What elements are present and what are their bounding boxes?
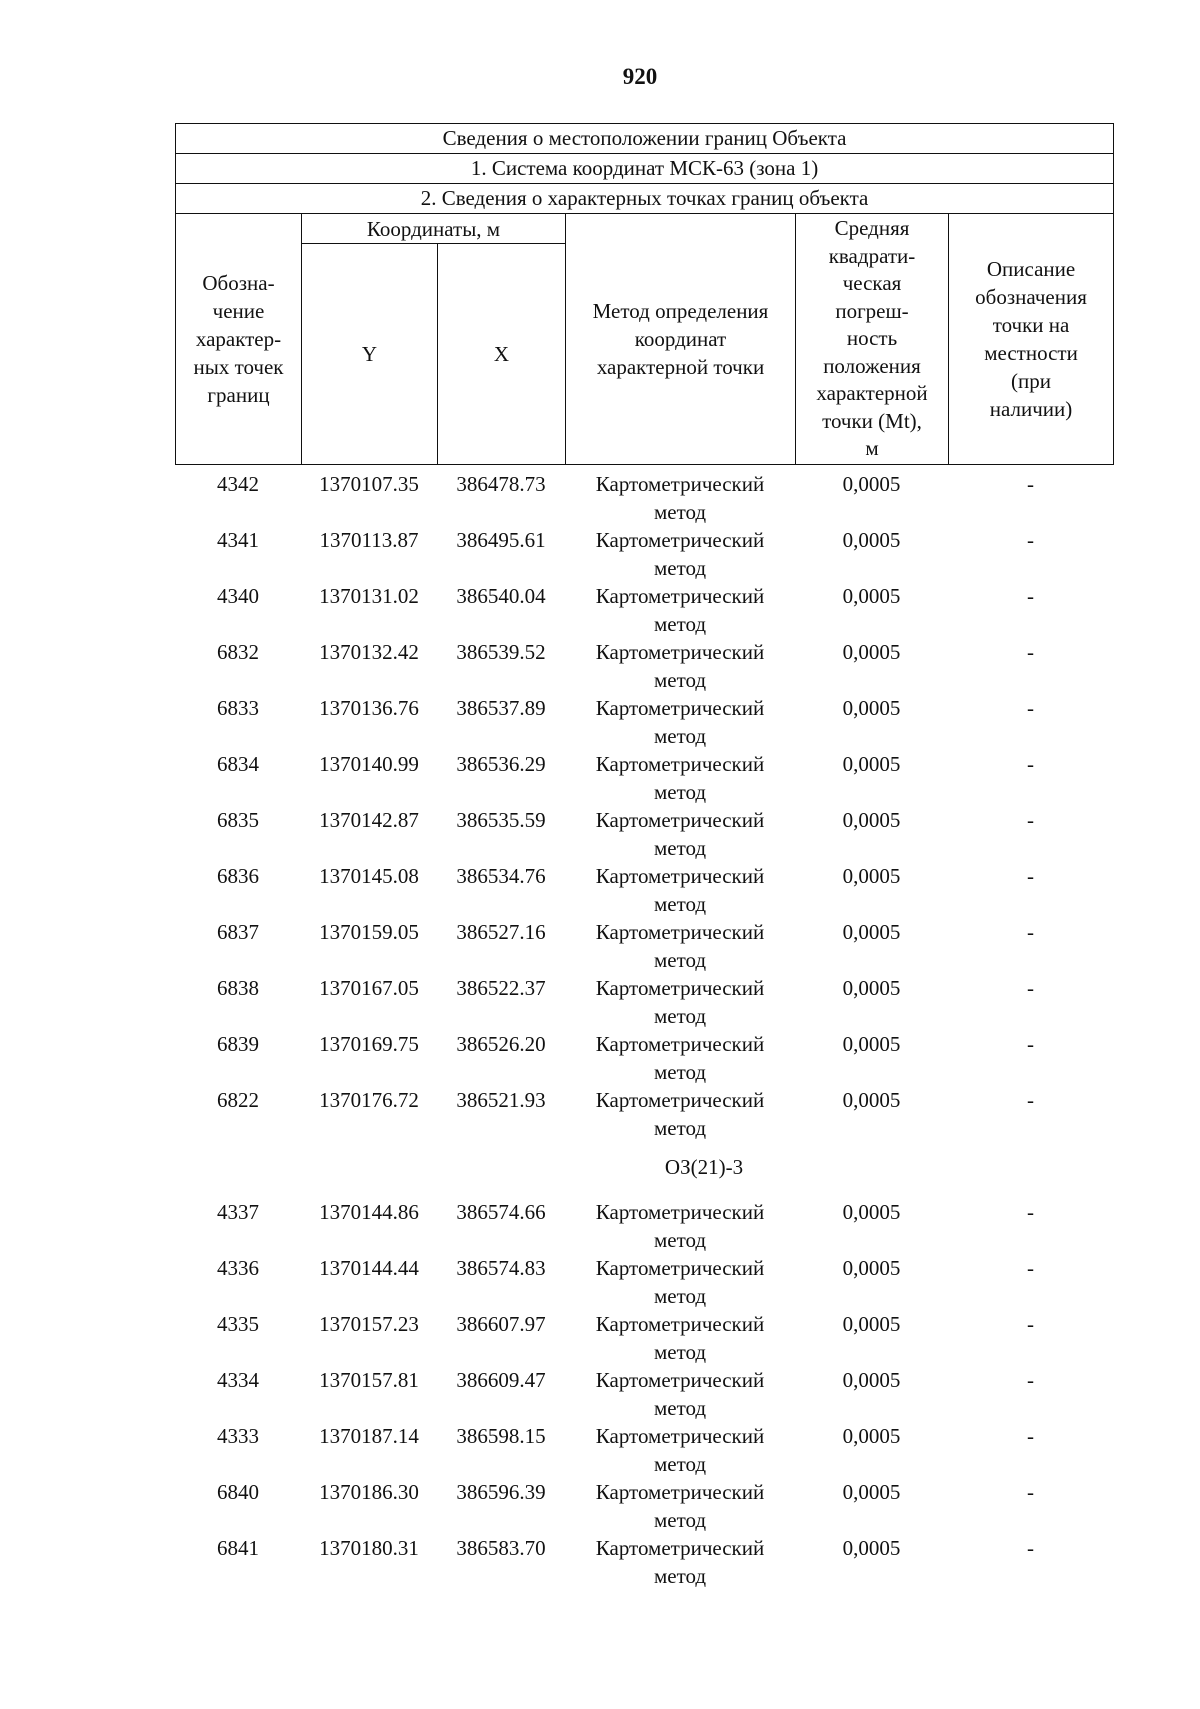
table-title: Сведения о местоположении границ Объекта (176, 124, 1114, 154)
method: Картометрический метод (595, 696, 765, 748)
method: Картометрический метод (595, 1424, 765, 1476)
mean-error: 0,0005 (842, 1256, 901, 1280)
point-group-1 (175, 470, 1113, 1142)
table-row (175, 974, 1113, 1030)
coord-y: 1370132.42 (319, 640, 419, 664)
section-label: ОЗ(21)-3 (664, 1155, 744, 1179)
table-row (175, 1422, 1113, 1478)
method: Картометрический метод (595, 1368, 765, 1420)
point-id: 6834 (217, 752, 259, 776)
description: - (1027, 528, 1034, 552)
mean-error: 0,0005 (842, 1200, 901, 1224)
table-row (175, 694, 1113, 750)
table-row (175, 918, 1113, 974)
mean-error: 0,0005 (842, 696, 901, 720)
table-row (175, 1254, 1113, 1310)
coord-y: 1370157.23 (319, 1312, 419, 1336)
col-error-header: Средняя квадрати- ческая погреш- ность положения характерной точки (Mt), м (796, 214, 949, 465)
coord-x: 386574.83 (456, 1256, 546, 1280)
coord-x: 386535.59 (456, 808, 546, 832)
coord-y: 1370140.99 (319, 752, 419, 776)
coord-y: 1370144.86 (319, 1200, 419, 1224)
mean-error: 0,0005 (842, 1536, 901, 1560)
page-number: 920 (622, 64, 658, 89)
mean-error: 0,0005 (842, 472, 901, 496)
point-id: 6840 (217, 1480, 259, 1504)
coord-x: 386598.15 (456, 1424, 546, 1448)
description: - (1027, 1480, 1034, 1504)
coord-x: 386607.97 (456, 1312, 546, 1336)
coord-y: 1370157.81 (319, 1368, 419, 1392)
description: - (1027, 1312, 1034, 1336)
point-id: 6832 (217, 640, 259, 664)
description: - (1027, 584, 1034, 608)
description: - (1027, 1368, 1034, 1392)
col-description-header: Описание обозначения точки на местности (при наличии) (949, 214, 1114, 465)
table-body (175, 470, 1113, 1590)
description: - (1027, 920, 1034, 944)
mean-error: 0,0005 (842, 1032, 901, 1056)
mean-error: 0,0005 (842, 1424, 901, 1448)
point-id: 4341 (217, 528, 259, 552)
table-row (175, 526, 1113, 582)
coord-x: 386495.61 (456, 528, 546, 552)
mean-error: 0,0005 (842, 976, 901, 1000)
description: - (1027, 1200, 1034, 1224)
point-group-2 (175, 1198, 1113, 1590)
mean-error: 0,0005 (842, 808, 901, 832)
mean-error: 0,0005 (842, 1088, 901, 1112)
method: Картометрический метод (595, 920, 765, 972)
coord-x: 386596.39 (456, 1480, 546, 1504)
coord-x: 386522.37 (456, 976, 546, 1000)
coord-y: 1370159.05 (319, 920, 419, 944)
method: Картометрический метод (595, 752, 765, 804)
point-id: 4333 (217, 1424, 259, 1448)
mean-error: 0,0005 (842, 1480, 901, 1504)
description: - (1027, 1032, 1034, 1056)
description: - (1027, 976, 1034, 1000)
coord-y: 1370145.08 (319, 864, 419, 888)
point-id: 6836 (217, 864, 259, 888)
coord-y: 1370131.02 (319, 584, 419, 608)
method: Картометрический метод (595, 976, 765, 1028)
coord-x: 386539.52 (456, 640, 546, 664)
method: Картометрический метод (595, 640, 765, 692)
description: - (1027, 752, 1034, 776)
point-id: 6837 (217, 920, 259, 944)
table-row (175, 862, 1113, 918)
coord-x: 386478.73 (456, 472, 546, 496)
table-row (175, 1478, 1113, 1534)
col-coordinates-header: Координаты, м (302, 214, 566, 244)
coordinate-system: 1. Система координат МСК-63 (зона 1) (176, 154, 1114, 184)
coord-y: 1370142.87 (319, 808, 419, 832)
description: - (1027, 864, 1034, 888)
description: - (1027, 1424, 1034, 1448)
method: Картометрический метод (595, 584, 765, 636)
point-id: 6839 (217, 1032, 259, 1056)
point-id: 4342 (217, 472, 259, 496)
coord-x: 386540.04 (456, 584, 546, 608)
points-section-title: 2. Сведения о характерных точках границ объекта (176, 184, 1114, 214)
table-row (175, 1534, 1113, 1590)
table-row (175, 1198, 1113, 1254)
coord-x: 386609.47 (456, 1368, 546, 1392)
coord-y: 1370180.31 (319, 1536, 419, 1560)
coord-x: 386527.16 (456, 920, 546, 944)
method: Картометрический метод (595, 1088, 765, 1140)
table-row (175, 750, 1113, 806)
coord-y: 1370144.44 (319, 1256, 419, 1280)
method: Картометрический метод (595, 528, 765, 580)
point-id: 4335 (217, 1312, 259, 1336)
col-y-header: Y (302, 244, 438, 465)
description: - (1027, 808, 1034, 832)
mean-error: 0,0005 (842, 1312, 901, 1336)
mean-error: 0,0005 (842, 920, 901, 944)
coord-x: 386521.93 (456, 1088, 546, 1112)
method: Картометрический метод (595, 808, 765, 860)
point-id: 6833 (217, 696, 259, 720)
mean-error: 0,0005 (842, 752, 901, 776)
coord-y: 1370107.35 (319, 472, 419, 496)
point-id: 6841 (217, 1536, 259, 1560)
method: Картометрический метод (595, 1312, 765, 1364)
method: Картометрический метод (595, 1536, 765, 1588)
description: - (1027, 1256, 1034, 1280)
table-row (175, 806, 1113, 862)
coord-y: 1370176.72 (319, 1088, 419, 1112)
coord-x: 386536.29 (456, 752, 546, 776)
mean-error: 0,0005 (842, 864, 901, 888)
coord-y: 1370187.14 (319, 1424, 419, 1448)
coord-x: 386526.20 (456, 1032, 546, 1056)
table-row (175, 1366, 1113, 1422)
col-x-header: X (438, 244, 566, 465)
description: - (1027, 1088, 1034, 1112)
point-id: 6835 (217, 808, 259, 832)
table-row (175, 1030, 1113, 1086)
col-designation-header: Обозна- чение характер- ных точек границ (176, 214, 302, 465)
method: Картометрический метод (595, 1200, 765, 1252)
table-row (175, 638, 1113, 694)
coord-x: 386583.70 (456, 1536, 546, 1560)
method: Картометрический метод (595, 864, 765, 916)
table-row (175, 582, 1113, 638)
table-row (175, 470, 1113, 526)
coord-y: 1370169.75 (319, 1032, 419, 1056)
mean-error: 0,0005 (842, 640, 901, 664)
coord-y: 1370167.05 (319, 976, 419, 1000)
coord-y: 1370186.30 (319, 1480, 419, 1504)
method: Картометрический метод (595, 1032, 765, 1084)
table-row (175, 1086, 1113, 1142)
table-row (175, 1310, 1113, 1366)
mean-error: 0,0005 (842, 584, 901, 608)
description: - (1027, 1536, 1034, 1560)
description: - (1027, 696, 1034, 720)
mean-error: 0,0005 (842, 1368, 901, 1392)
col-method-header: Метод определения координат характерной точки (566, 214, 796, 465)
coord-x: 386534.76 (456, 864, 546, 888)
description: - (1027, 472, 1034, 496)
coord-x: 386574.66 (456, 1200, 546, 1224)
coord-y: 1370136.76 (319, 696, 419, 720)
mean-error: 0,0005 (842, 528, 901, 552)
point-id: 4340 (217, 584, 259, 608)
method: Картометрический метод (595, 472, 765, 524)
point-id: 4337 (217, 1200, 259, 1224)
point-id: 4336 (217, 1256, 259, 1280)
point-id: 6838 (217, 976, 259, 1000)
description: - (1027, 640, 1034, 664)
method: Картометрический метод (595, 1256, 765, 1308)
point-id: 4334 (217, 1368, 259, 1392)
coord-y: 1370113.87 (319, 528, 419, 552)
method: Картометрический метод (595, 1480, 765, 1532)
coord-x: 386537.89 (456, 696, 546, 720)
table-header (175, 123, 1114, 465)
point-id: 6822 (217, 1088, 259, 1112)
